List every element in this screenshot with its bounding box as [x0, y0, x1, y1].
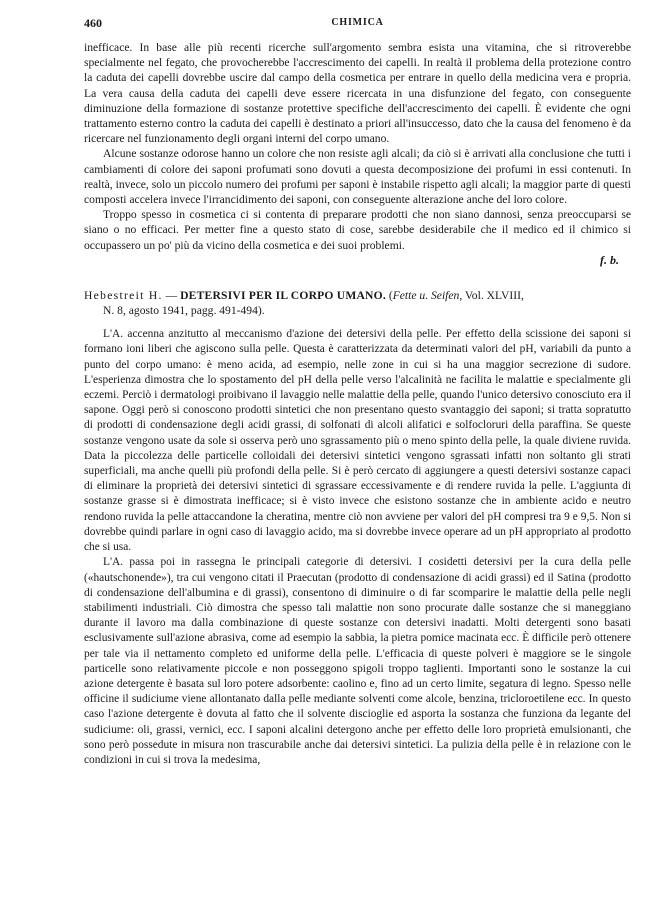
- signature: f. b.: [600, 252, 619, 267]
- citation-line-1: Hebestreit H. — DETERSIVI PER IL CORPO UMANO. (Fette u. Seifen, Vol. XLVIII,: [84, 288, 524, 302]
- paragraph: inefficace. In base alle più recenti ricerche sull'argomento sembra esista una vitamina, che si ritroverebbe specialmente nel fegato, che provocherebbe l'accrescimento dei capelli. In realtà il problema della protezione contro la caduta dei capelli dovrebbe uscire dal campo della cosmetica per entrare in quello della medicina vera e propria. La vera causa della caduta dei capelli deve essere ricercata in una disfunzione del fegato, con conseguente diminuzione della formazione di sostanze protettive specifiche dell'accrescimento dei capelli. È evidente che ogni trattamento esterno contro la caduta dei capelli è destinato a priori all'insuccesso, dato che la causa del fenomeno è da ricercare nel funzionamento degli organi interni del corpo umano.: [84, 41, 631, 146]
- bibliographic-entry: [84, 288, 631, 318]
- entry-citation: , Vol. XLVIII,: [459, 288, 524, 302]
- entry-title: DETERSIVI PER IL CORPO UMANO.: [180, 288, 386, 302]
- intro-text: [84, 40, 631, 253]
- running-title: CHIMICA: [331, 17, 384, 28]
- paragraph: L'A. passa poi in rassegna le principali categorie di detersivi. I cosidetti detersivi per la cura della pelle («hautschonende»), tra cui vengono citati il Praecutan (prodotto di condensazione di acidi grassi) ed il Satina (prodotto di condensazione dell'albumina e di grassi), consentono di diminuire o di far scomparire le malattie della pelle negli stabilimenti industriali. Ciò dimostra che spesso tali malattie non sono procurate dalle sostanze che si maneggiano durante il lavoro ma dalla combinazione di queste sostanze con detersivi inadatti. Molti detergenti sono basati esclusivamente sull'azione abrasiva, come ad esempio la sabbia, la pietra pomice macinata ecc. È difficile però ottenere per tale via il nettamento completo ed uniforme della pelle. L'efficacia di queste polveri è maggiore se le singole particelle sono relativamente piccole e non posseggono spigoli troppo taglienti. Importanti sono le sostanze la cui azione detergente è basata sul loro potere adsorbente: caolino e, fino ad un certo limite, segatura di legno. Spesso nelle officine il sudiciume viene allontanato dalla pelle mediante solventi come alcole, benzina, tricloroetilene ecc. In questo caso l'azione detergente è dovuta al fatto che il solvente discioglie ed asporta la sostanza che funziona da legante del sudiciume: oli, grassi, vernici, ecc. I saponi alcalini detergono anche per effetto delle loro proprietà emulsionanti, che sono però possedute in misura non trascurabile anche dai detersivi sintetici. La pulizia della pelle è in relazione con le condizioni in cui si trova la medesima,: [84, 556, 631, 766]
- entry-journal: Fette u. Seifen: [392, 288, 460, 302]
- paragraph: Troppo spesso in cosmetica ci si contenta di preparare prodotti che non siano dannosi, senza preoccuparsi se siano o no efficaci. Per metter fine a questo stato di cose, sarebbe desiderabile che il medico ed il chimico si occupassero un po' più da vicino della cosmetica e dei suoi problemi.: [84, 208, 631, 252]
- citation-line-2: N. 8, agosto 1941, pagg. 491-494).: [103, 304, 265, 318]
- paragraph: Alcune sostanze odorose hanno un colore che non resiste agli alcali; da ciò si è arrivati alla conclusione che tutti i cambiamenti di colore dei saponi profumati sono dovuti a questa decomposizione dei profumi in essi contenuti. In realtà, invece, solo un piccolo numero dei profumi per saponi è instabile rispetto agli alcali; la maggior parte di questi composti accelera invece l'irrancidimento dei saponi, con conseguente alterazione anche del loro colore.: [84, 147, 631, 207]
- entry-dash: —: [162, 288, 181, 302]
- page-header: [84, 0, 631, 40]
- page-number: 460: [84, 16, 102, 30]
- paragraph: L'A. accenna anzitutto al meccanismo d'azione dei detersivi della pelle. Per effetto della scissione dei saponi si formano ioni liberi che agiscono sulla pelle. Questa è caratterizzata da determinati valori del pH, variabili da punto a punto del corpo umano: è meno acida, ad esempio, nelle zone in cui si ha una maggior secrezione di sudore. L'esperienza dimostra che lo spostamento del pH della pelle verso l'alcalinità ne facilita le malattie e specialmente gli eczemi. Perciò i dermatologi proibivano il lavaggio nelle malattie della pelle, quando l'unico detersivo conosciuto era il sapone. Oggi però si conoscono prodotti sintetici che non presentano questo svantaggio dei saponi; si tratta sopratutto di prodotti di condensazione degli acidi grassi, di solfonati di alcoli alifatici e solfocloruri della paraffina. Se queste sostanze vengono usate da sole si osserva però uno sgrassamento più o meno spinto della pelle, la quale diviene ruvida. Data la piccolezza delle particelle colloidali dei detersivi sintetici vengono sgrassati infatti non soltanto gli strati superficiali, ma anche quelli più profondi della pelle. Si è però cercato di aggiungere a questi detersivi sostanze capaci di eliminare la proprietà dei detersivi sintetici di sgrassare eccessivamente e di rendere ruvida la pelle. L'aggiunta di sostanze grasse si è dimostrata inefficace; si è visto invece che esistono sostanze che in ambiente acido e neutro rendono ruvida la pelle attaccandone la cheratina, mentre ciò non avviene per valori del pH compresi tra 9 e 9,5. Non si dovrebbe quindi parlare in ogni caso di lavaggio acido, ma si dovrebbe invece operare ad un pH appropriato al prodotto che si usa.: [84, 328, 631, 554]
- article-text: [84, 327, 631, 768]
- entry-author: Hebestreit H.: [84, 288, 163, 302]
